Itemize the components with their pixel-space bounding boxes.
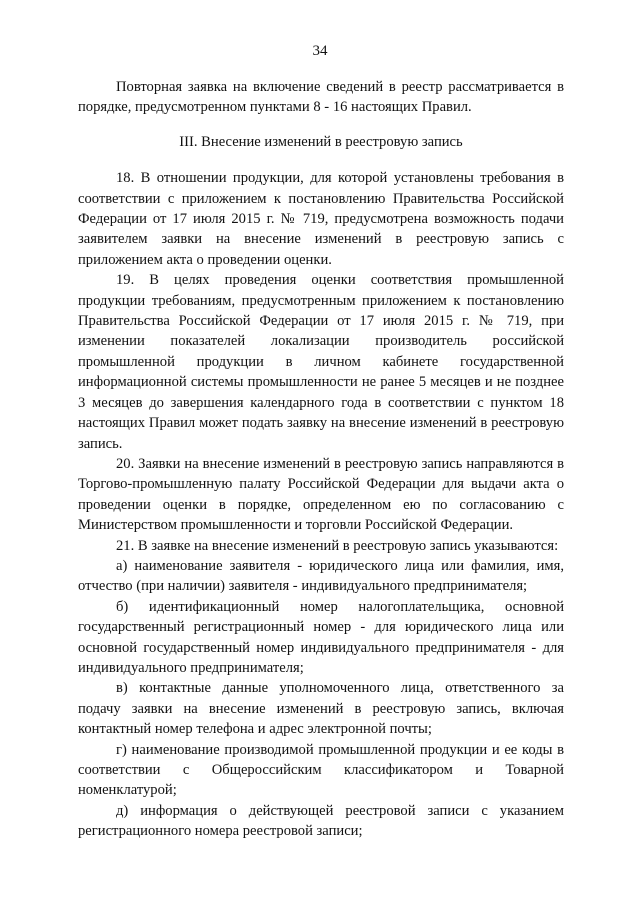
page-number: 34 xyxy=(312,43,328,59)
paragraph-20: 20. Заявки на внесение изменений в реестровую запись направляются в Торгово-промышленную палату Российской Федерации для выдачи акта о проведении оценки в порядке, определенном ею по согласованию с Министерством промышленности и торговли Российской Федерации. xyxy=(78,455,564,534)
paragraph-21-g: г) наименование производимой промышленной продукции и ее коды в соответствии с Общероссийским классификатором и Товарной номенклатурой; xyxy=(78,741,564,799)
paragraph-21-a: а) наименование заявителя - юридического лица или фамилия, имя, отчество (при наличии) заявителя - индивидуального предпринимателя; xyxy=(78,557,564,595)
paragraph-21-d: д) информация о действующей реестровой записи с указанием регистрационного номера реестровой записи; xyxy=(78,802,564,840)
paragraph-19: 19. В целях проведения оценки соответствия промышленной продукции требованиям, предусмотренным приложением к постановлению Правительства Российской Федерации от 17 июля 2015 г. № 719, при изменении показателей локализации производитель российской промышленной продукции в личном кабинете государственной информационной системы промышленности не ранее 5 месяцев и не позднее 3 месяцев до завершения календарного года в соответствии с пунктом 18 настоящих Правил может подать заявку на внесение изменений в реестровую запись. xyxy=(78,272,564,452)
paragraph-18: 18. В отношении продукции, для которой установлены требования в соответствии с приложением к постановлению Правительства Российской Федерации от 17 июля 2015 г. № 719, предусмотрена возможность подачи заявителем заявки на внесение изменений в реестровую запись с приложением акта о проведении оценки. xyxy=(78,170,564,268)
paragraph-21: 21. В заявке на внесение изменений в реестровую запись указываются: xyxy=(116,537,559,554)
paragraph-repeat-application: Повторная заявка на включение сведений в реестр рассматривается в порядке, предусмотренном пунктами 8 - 16 настоящих Правил. xyxy=(78,79,564,116)
paragraph-21-b: б) идентификационный номер налогоплательщика, основной государственный регистрационный номер - для юридического лица или основной государственный номер индивидуального предпринимателя - для индивидуального предпринимателя; xyxy=(78,598,564,676)
paragraph-21-v: в) контактные данные уполномоченного лица, ответственного за подачу заявки на внесение изменений в реестровую запись, включая контактный номер телефона и адрес электронной почты; xyxy=(78,680,564,738)
section-heading: III. Внесение изменений в реестровую запись xyxy=(179,133,463,150)
page-content xyxy=(78,77,564,842)
